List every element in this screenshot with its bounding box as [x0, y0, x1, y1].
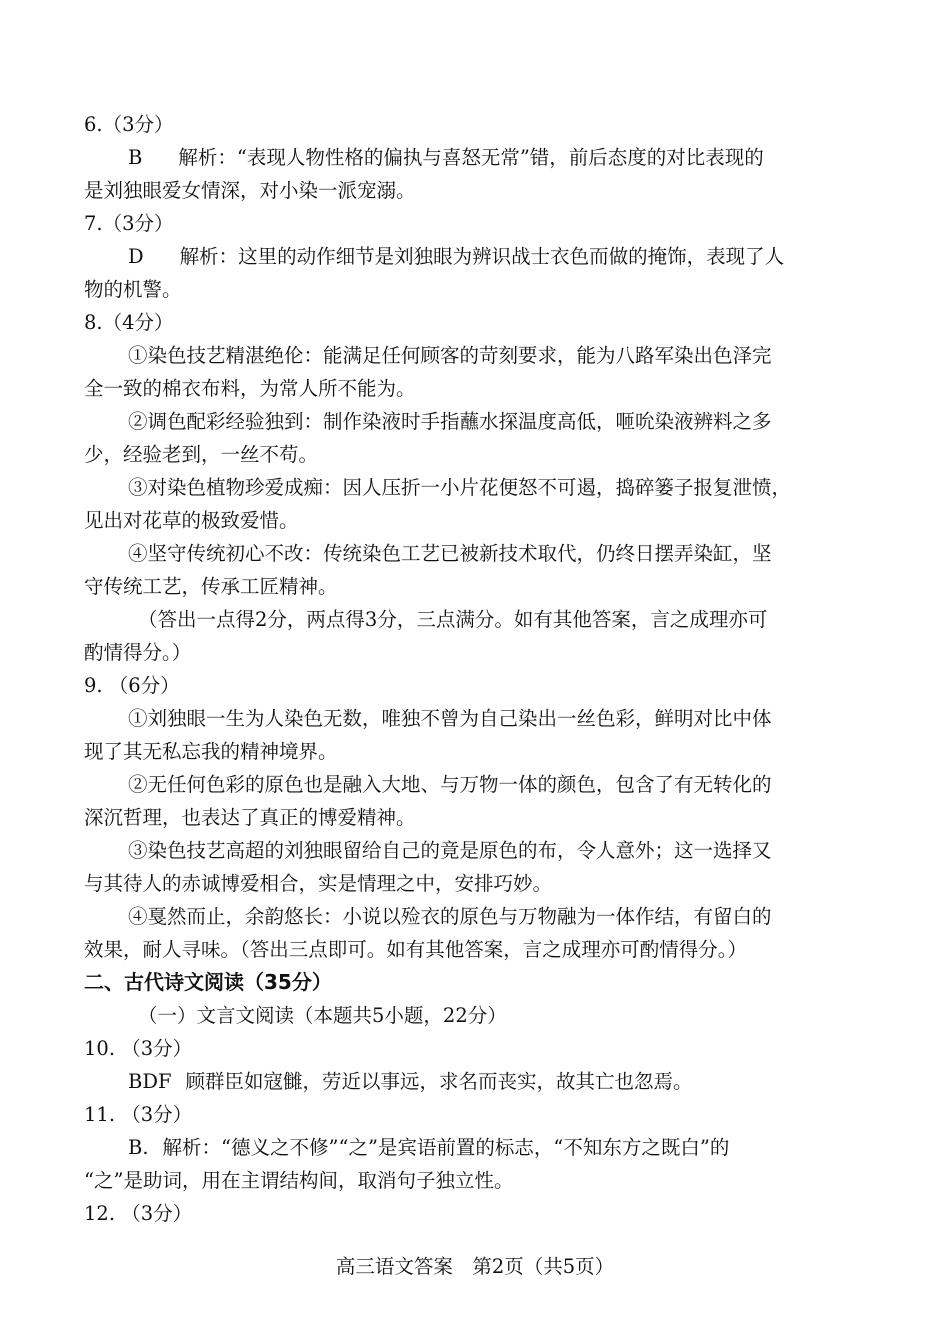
section-2-title: 二、古代诗文阅读（35分）	[84, 970, 332, 994]
q8-point-1-line-1: ①染色技艺精湛绝伦：能满足任何顾客的苛刻要求，能为八路军染出色泽完	[128, 344, 772, 367]
q8-point-1-line-2: 全一致的棉衣布料，为常人所不能为。	[84, 377, 416, 400]
q11-explanation-line-2: “之”是助词，用在主谓结构间，取消句子独立性。	[84, 1169, 514, 1192]
q6-answer: B	[128, 146, 143, 169]
answer-page	[84, 108, 868, 1230]
q7-explanation: 解析：这里的动作细节是刘独眼为辨识战士衣色而做的掩饰，表现了人	[179, 245, 785, 268]
q8-point-2-line-1: ②调色配彩经验独到：制作染液时手指蘸水探温度高低，咂吮染液辨料之多	[128, 410, 772, 433]
q9-heading: 9. （6分）	[84, 674, 180, 697]
q6-explanation-line-2: 是刘独眼爱女情深，对小染一派宠溺。	[84, 179, 416, 202]
q6-heading: 6.（3分）	[84, 113, 174, 136]
q12-heading: 12. （3分）	[84, 1202, 193, 1225]
q7-heading: 7.（3分）	[84, 212, 174, 235]
q6-explanation-line-1	[84, 141, 868, 174]
q11-heading: 11. （3分）	[84, 1103, 193, 1126]
q8-point-2-line-2: 少，经验老到，一丝不苟。	[84, 443, 319, 466]
q8-point-3-line-2: 见出对花草的极致爱惜。	[84, 509, 299, 532]
q8-scoring-note-line-1: （答出一点得2分，两点得3分，三点满分。如有其他答案，言之成理亦可	[138, 608, 768, 631]
q8-point-4-line-1: ④坚守传统初心不改：传统染色工艺已被新技术取代，仍终日摆弄染缸，坚	[128, 542, 772, 565]
section-2-subtitle: （一）文言文阅读（本题共5小题，22分）	[138, 1004, 507, 1027]
q9-point-3-line-1: ③染色技艺高超的刘独眼留给自己的竟是原色的布，令人意外；这一选择又	[128, 839, 772, 862]
q7-explanation-line-2: 物的机警。	[84, 278, 182, 301]
q8-point-3-line-1: ③对染色植物珍爱成痴：因人压折一小片花便怒不可遏，捣碎篓子报复泄愤，	[128, 476, 792, 499]
q10-answer: BDF	[128, 1070, 172, 1093]
q9-point-2-line-1: ②无任何色彩的原色也是融入大地、与万物一体的颜色，包含了有无转化的	[128, 773, 772, 796]
q10-heading: 10. （3分）	[84, 1037, 193, 1060]
q9-point-2-line-2: 深沉哲理，也表达了真正的博爱精神。	[84, 806, 416, 829]
q9-point-1-line-1: ①刘独眼一生为人染色无数，唯独不曾为自己染出一丝色彩，鲜明对比中体	[128, 707, 772, 730]
page-footer: 高三语文答案 第2页（共5页）	[335, 1255, 615, 1278]
q9-point-1-line-2: 现了其无私忘我的精神境界。	[84, 740, 338, 763]
q7-answer: D	[128, 245, 144, 268]
q8-scoring-note-line-2: 酌情得分。）	[84, 641, 192, 664]
q11-answer: B.	[128, 1136, 149, 1159]
q7-explanation-line-1	[84, 240, 868, 273]
q8-heading: 8.（4分）	[84, 311, 174, 334]
q9-point-3-line-2: 与其待人的赤诚博爱相合，实是情理之中，安排巧妙。	[84, 872, 553, 895]
q9-point-4-line-1: ④戛然而止，余韵悠长：小说以殓衣的原色与万物融为一体作结，有留白的	[128, 905, 772, 928]
q10-translation: 顾群臣如寇雠，劳近以事远，求名而丧实，故其亡也忽焉。	[185, 1070, 693, 1093]
q9-point-4-line-2: 效果，耐人寻味。（答出三点即可。如有其他答案，言之成理亦可酌情得分。）	[84, 938, 748, 961]
q11-explanation: 解析：“德义之不修”“之”是宾语前置的标志，“不知东方之既白”的	[162, 1136, 730, 1159]
q11-explanation-line-1	[84, 1131, 868, 1164]
q10-answer-line	[84, 1065, 868, 1098]
q8-point-4-line-2: 守传统工艺，传承工匠精神。	[84, 575, 338, 598]
q6-explanation: 解析：“表现人物性格的偏执与喜怒无常”错，前后态度的对比表现的	[178, 146, 764, 169]
